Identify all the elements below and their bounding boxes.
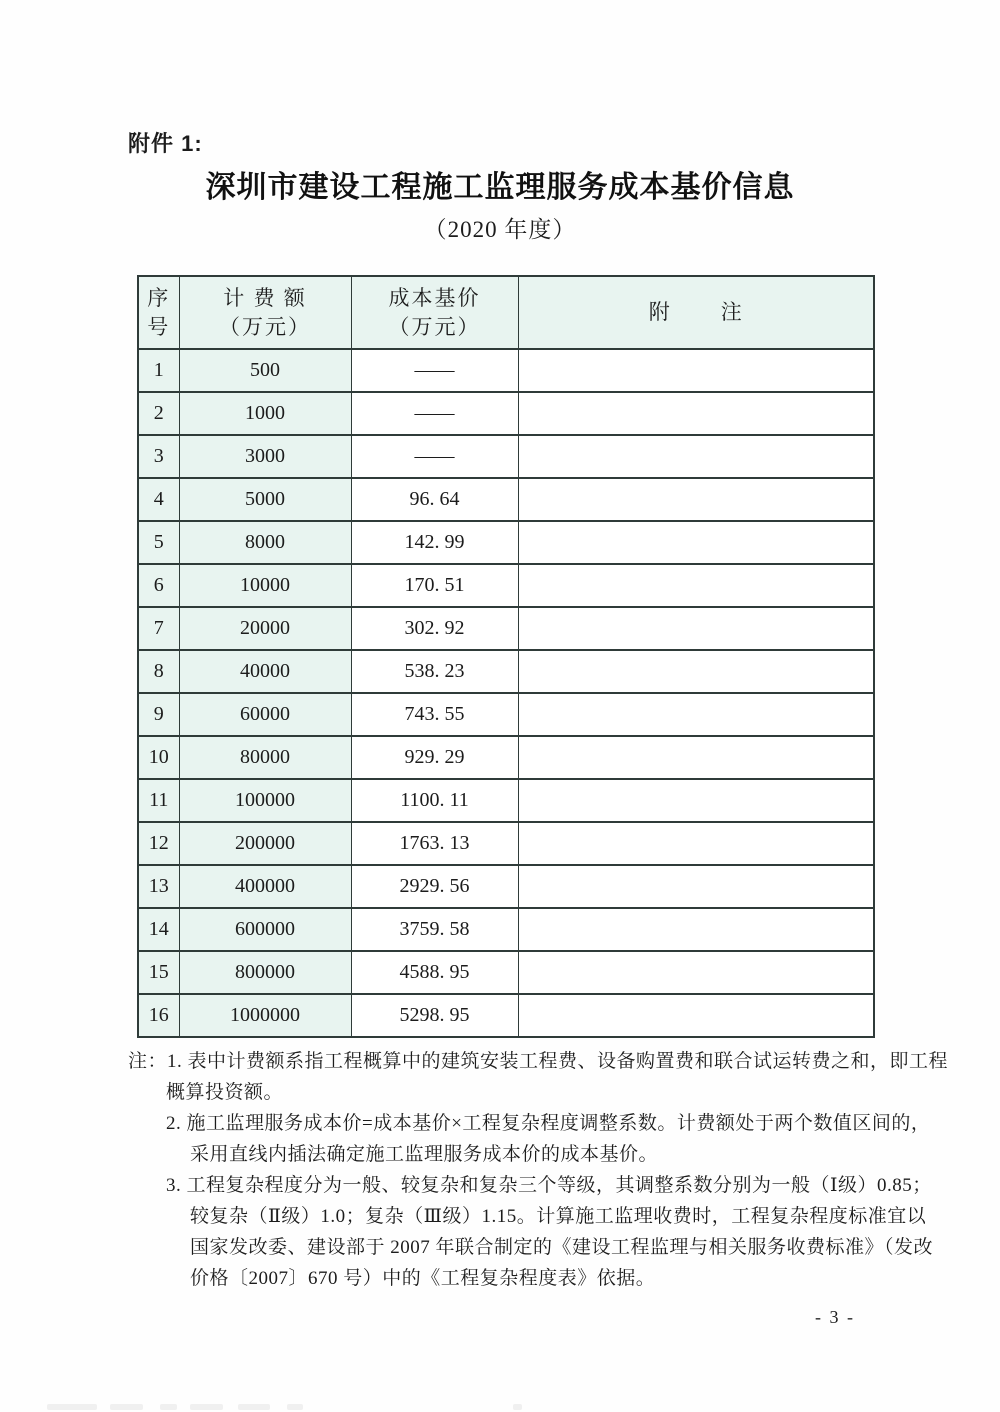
note-line: 3. 工程复杂程度分为一般、较复杂和复杂三个等级，其调整系数分别为一般（Ⅰ级）0.85； [166,1175,932,1196]
cell-seq-no: 9 [138,693,179,736]
note-line: 采用直线内插法确定施工监理服务成本价的成本基价。 [190,1144,659,1165]
note-line: 2. 施工监理服务成本价=成本基价×工程复杂程度调整系数。计费额处于两个数值区间的， [166,1113,931,1134]
cell-seq-no: 8 [138,650,179,693]
page-title: 深圳市建设工程施工监理服务成本基价信息 [205,171,795,204]
cell-remarks [518,435,874,478]
cell-seq-no: 3 [138,435,179,478]
cell-base-price: 538. 23 [351,650,518,693]
page-number: - 3 - [815,1307,855,1327]
attachment-label: 附件 1: [128,131,203,156]
table-row [138,951,874,994]
cell-seq-no: 10 [138,736,179,779]
cell-base-price: 96. 64 [351,478,518,521]
table-row [138,521,874,564]
cell-fee-amount: 200000 [179,822,351,865]
table-row [138,392,874,435]
cell-base-price: 4588. 95 [351,951,518,994]
cell-remarks [518,521,874,564]
scan-artifact [513,1404,522,1410]
scan-artifact [47,1404,97,1410]
cell-base-price: 1763. 13 [351,822,518,865]
cell-fee-amount: 60000 [179,693,351,736]
cell-seq-no: 4 [138,478,179,521]
header-seq-line2: 号 [147,314,171,339]
cell-remarks [518,822,874,865]
header-seq-no [138,276,179,349]
cell-remarks [518,865,874,908]
page-subtitle: （2020 年度） [423,217,577,242]
cell-fee-amount: 1000 [179,392,351,435]
notes-section [128,1046,949,1294]
header-base-line1: 成本基价 [388,285,481,310]
table-row [138,349,874,392]
table-row [138,779,874,822]
table-row [138,994,874,1037]
header-seq-line1: 序 [147,285,171,310]
table-header-row [138,276,874,349]
table-row [138,908,874,951]
table-row [138,693,874,736]
cell-fee-amount: 100000 [179,779,351,822]
cell-seq-no: 15 [138,951,179,994]
cell-seq-no: 5 [138,521,179,564]
note-line: 注：1. 表中计费额系指工程概算中的建筑安装工程费、设备购置费和联合试运转费之和，即工程 [128,1051,949,1072]
cell-fee-amount: 20000 [179,607,351,650]
header-fee-line1: 计 费 额 [223,285,307,310]
cell-fee-amount: 8000 [179,521,351,564]
cell-seq-no: 16 [138,994,179,1037]
scan-artifact [238,1404,270,1410]
cell-fee-amount: 80000 [179,736,351,779]
cell-remarks [518,392,874,435]
cell-base-price: 743. 55 [351,693,518,736]
cell-fee-amount: 800000 [179,951,351,994]
cell-seq-no: 11 [138,779,179,822]
cell-remarks [518,564,874,607]
cell-base-price: 929. 29 [351,736,518,779]
table-row [138,607,874,650]
scan-artifact [110,1404,143,1410]
cell-seq-no: 1 [138,349,179,392]
header-remarks-label: 附 注 [648,300,743,324]
cell-fee-amount: 600000 [179,908,351,951]
cell-fee-amount: 400000 [179,865,351,908]
cell-base-price: —— [351,349,518,392]
cell-seq-no: 7 [138,607,179,650]
table-row [138,822,874,865]
cell-remarks [518,349,874,392]
cell-fee-amount: 5000 [179,478,351,521]
cell-remarks [518,994,874,1037]
table-row [138,650,874,693]
cell-base-price: 302. 92 [351,607,518,650]
cell-seq-no: 13 [138,865,179,908]
cell-remarks [518,779,874,822]
cell-base-price: 170. 51 [351,564,518,607]
cell-seq-no: 12 [138,822,179,865]
scan-artifact [190,1404,223,1410]
header-fee-line2: （万元） [219,314,311,339]
table-row [138,736,874,779]
price-table [137,275,875,1038]
cell-seq-no: 6 [138,564,179,607]
note-line: 较复杂（Ⅱ级）1.0；复杂（Ⅲ级）1.15。计算施工监理收费时，工程复杂程度标准宜以 [190,1206,927,1227]
table-row [138,435,874,478]
header-fee-amount [179,276,351,349]
cell-base-price: 142. 99 [351,521,518,564]
cell-fee-amount: 40000 [179,650,351,693]
note-line: 国家发改委、建设部于 2007 年联合制定的《建设工程监理与相关服务收费标准》（发改 [190,1237,934,1258]
cell-base-price: —— [351,435,518,478]
cell-remarks [518,736,874,779]
cell-fee-amount: 500 [179,349,351,392]
scan-artifact [287,1404,303,1410]
cell-fee-amount: 3000 [179,435,351,478]
table-row [138,564,874,607]
header-base-line2: （万元） [388,314,481,339]
cell-remarks [518,693,874,736]
cell-remarks [518,951,874,994]
cell-remarks [518,478,874,521]
cell-remarks [518,650,874,693]
scan-artifact [160,1404,177,1410]
cell-fee-amount: 10000 [179,564,351,607]
cell-fee-amount: 1000000 [179,994,351,1037]
cell-remarks [518,607,874,650]
note-line: 概算投资额。 [166,1082,284,1103]
table-row [138,478,874,521]
cell-base-price: 2929. 56 [351,865,518,908]
cell-seq-no: 14 [138,908,179,951]
header-remarks [518,276,874,349]
cell-base-price: 3759. 58 [351,908,518,951]
header-base-price [351,276,518,349]
cell-base-price: —— [351,392,518,435]
cell-seq-no: 2 [138,392,179,435]
cell-base-price: 1100. 11 [351,779,518,822]
table-row [138,865,874,908]
cell-remarks [518,908,874,951]
note-line: 价格〔2007〕670 号）中的《工程复杂程度表》依据。 [190,1268,656,1289]
cell-base-price: 5298. 95 [351,994,518,1037]
